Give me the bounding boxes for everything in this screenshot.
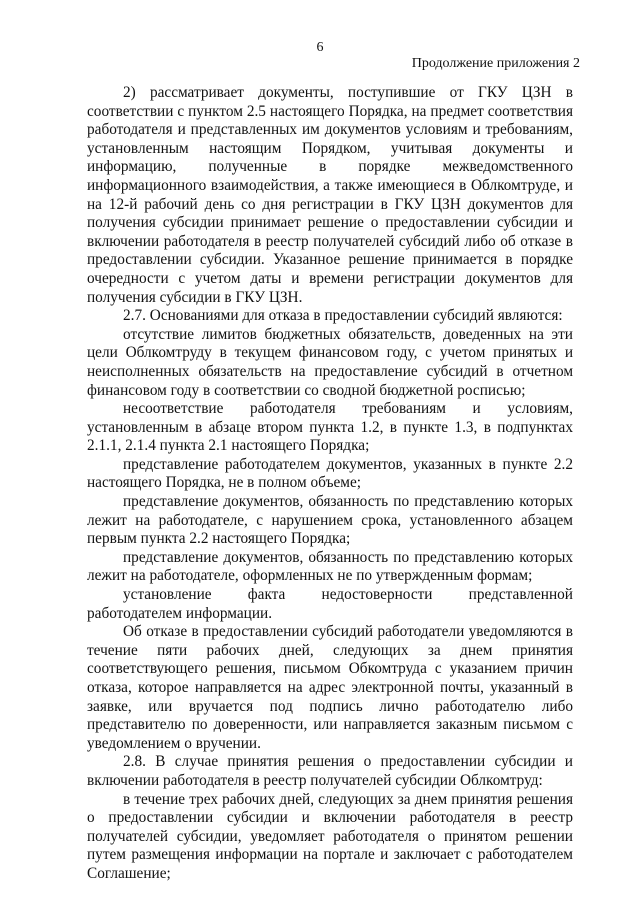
paragraph: несоответствие работодателя требованиям и условиям, установленным в абзаце втором пункта 1.2, в пункте 1.3, в подпунктах 2.1.1, 2.1.4 пункта 2.1 настоящего Порядка; (87, 400, 573, 455)
document-body (87, 84, 573, 884)
page-number: 6 (316, 40, 324, 55)
paragraph: 2.7. Основаниями для отказа в предоставлении субсидий являются: (123, 307, 563, 325)
paragraph: представление документов, обязанность по представлению которых лежит на работодателе, с нарушением срока, установленного абзацем первым пункта 2.2 настоящего Порядка; (87, 493, 573, 548)
paragraph: установление факта недостоверности представленной работодателем информации. (87, 586, 573, 622)
paragraph: представление работодателем документов, указанных в пункте 2.2 настоящего Порядка, не в полном объеме; (87, 455, 573, 492)
paragraph: 2) рассматривает документы, поступившие от ГКУ ЦЗН в соответствии с пунктом 2.5 настоящего Порядка, на предмет соответствия работодателя и представленных им документов условиям и требованиям, установленным настоящим Порядком, учитывая документы и информацию, полученные в порядке межведомственного информационного взаимодействия, а также имеющиеся в Облкомтруде, и на 12-й рабочий день со дня регистрации в ГКУ ЦЗН документов для получения субсидии принимает решение о предоставлении субсидии и включении работодателя в реестр получателей субсидий либо об отказе в предоставлении субсидии. Указанное решение принимается в порядке очередности с учетом даты и времени регистрации документов для получения субсидии в ГКУ ЦЗН. (87, 84, 573, 306)
paragraph: Об отказе в предоставлении субсидий работодатели уведомляются в течение пяти рабочих дней, следующих за днем принятия соответствующего решения, письмом Обкомтруда с указанием причин отказа, которое направляется на адрес электронной почты, указанный в заявке, или вручается под подпись лично работодателю либо представителю по доверенности, или направляется заказным письмом с уведомлением о вручении. (87, 623, 573, 752)
appendix-continuation-note: Продолжение приложения 2 (411, 56, 580, 71)
paragraph: в течение трех рабочих дней, следующих за днем принятия решения о предоставлении субсидии и включении работодателя в реестр получателей субсидии, уведомляет работодателя о принятом решении путем размещения информации на портале и заключает с работодателем Соглашение; (87, 790, 573, 882)
paragraph: 2.8. В случае принятия решения о предоставлении субсидии и включении работодателя в реестр получателей субсидии Облкомтруд: (87, 753, 573, 789)
paragraph: отсутствие лимитов бюджетных обязательств, доведенных на эти цели Облкомтруду в текущем финансовом году, с учетом принятых и неисполненных обязательств на предоставление субсидий в отчетном финансовом году в соответствии со сводной бюджетной росписью; (87, 325, 573, 399)
paragraph: представление документов, обязанность по представлению которых лежит на работодателе, оформленных не по утвержденным формам; (87, 548, 573, 585)
